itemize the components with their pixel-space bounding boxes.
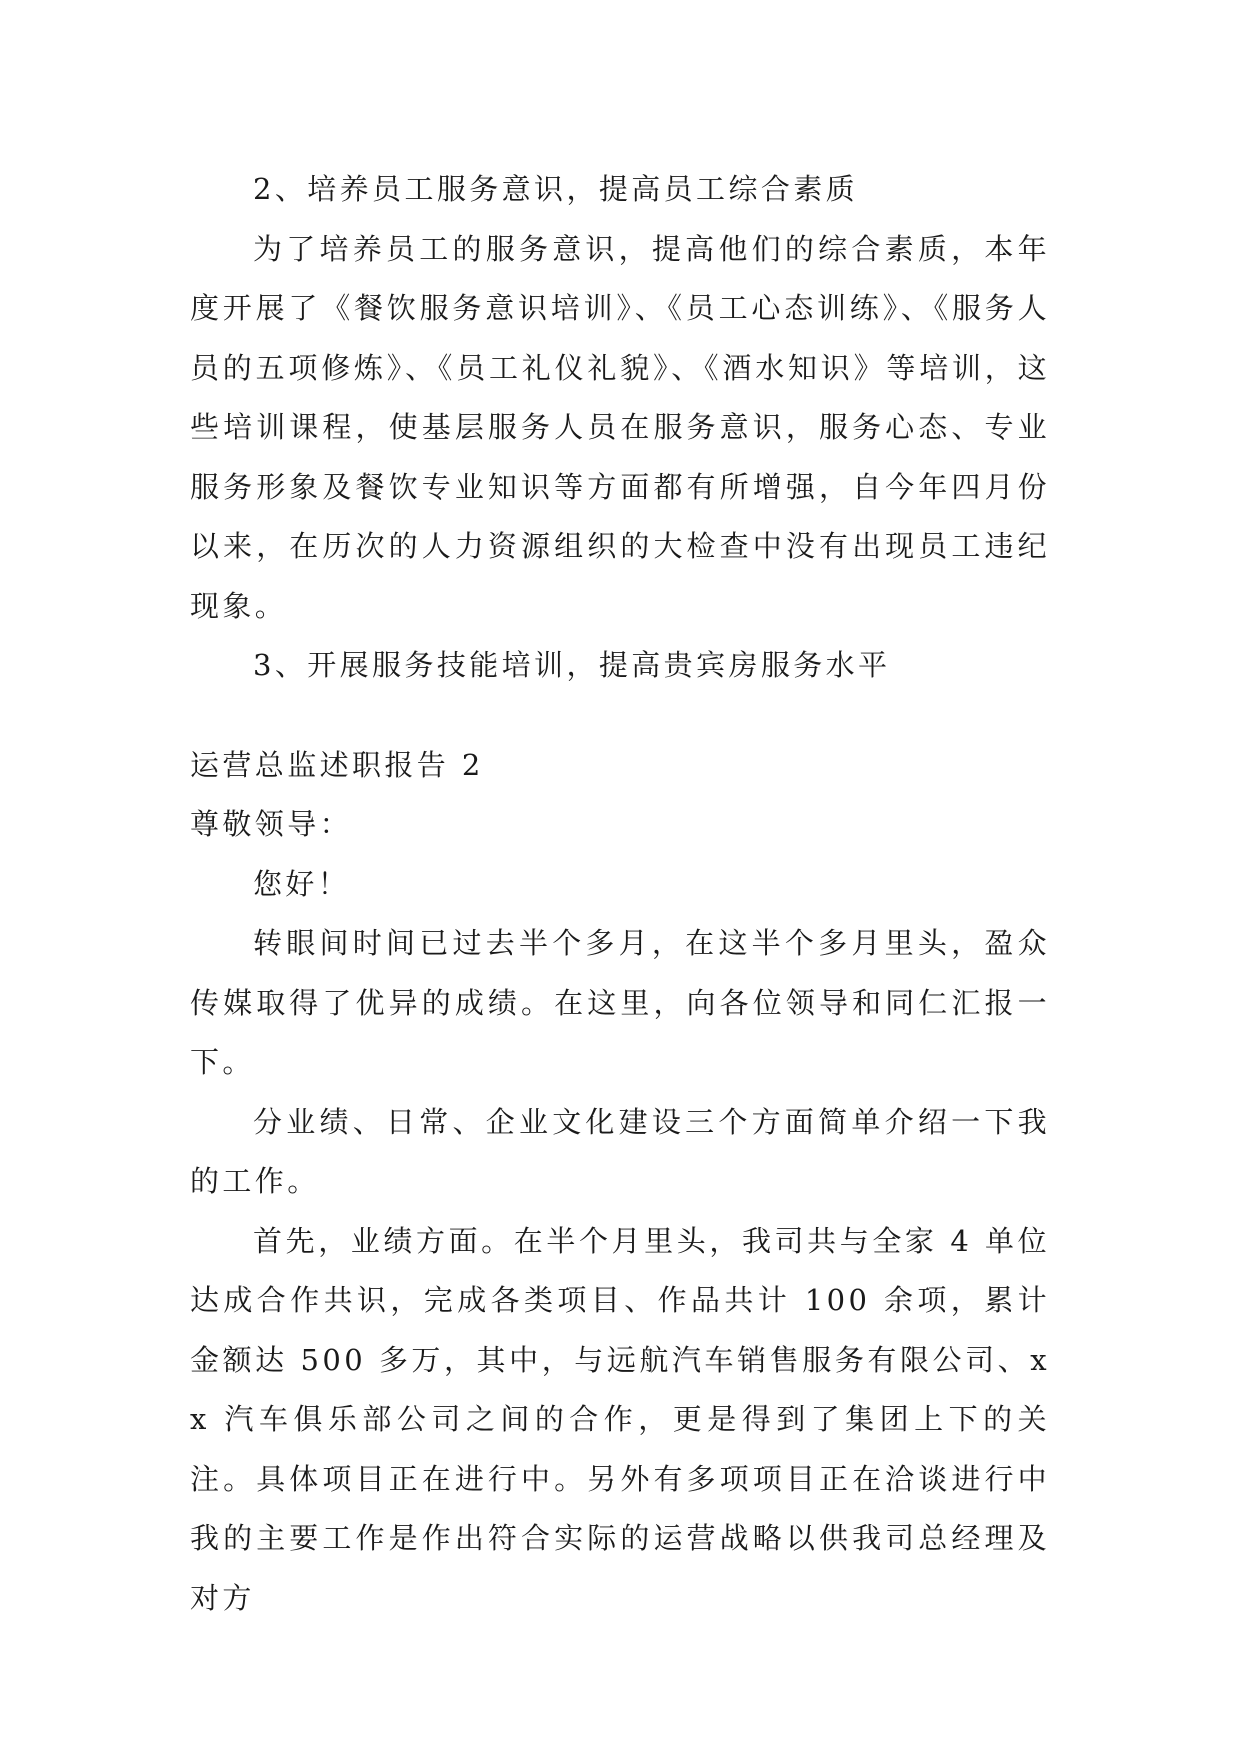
salutation: 尊敬领导： xyxy=(190,807,353,841)
paragraph-training: 为了培养员工的服务意识，提高他们的综合素质，本年度开展了《餐饮服务意识培训》、《员工心态训练》、《服务人员的五项修炼》、《员工礼仪礼貌》、《酒水知识》等培训，这些培训课程，使基层服务人员在服务意识，服务心态、专业服务形象及餐饮专业知识等方面都有所增强，自今年四月份以来，在历次的人力资源组织的大检查中没有出现员工违纪现象。 xyxy=(190,231,1050,623)
document-page xyxy=(190,160,1050,1628)
paragraph-overview: 分业绩、日常、企业文化建设三个方面简单介绍一下我的工作。 xyxy=(190,1104,1050,1198)
report-title: 运营总监述职报告 2 xyxy=(190,747,484,782)
greeting: 您好！ xyxy=(253,866,351,901)
section-heading-2: 2、培养员工服务意识，提高员工综合素质 xyxy=(253,172,859,206)
paragraph-performance: 首先，业绩方面。在半个月里头，我司共与全家 4 单位达成合作共识，完成各类项目、作品共计 100 余项，累计金额达 500 多万，其中，与远航汽车销售服务有限公司、xx 汽车俱乐部公司之间的合作，更是得到了集团上下的关注。具体项目正在进行中。另外有多项项目正在洽谈进行中我的主要工作是作出符合实际的运营战略以供我司总经理及对方 xyxy=(190,1223,1050,1615)
section-gap xyxy=(190,696,1050,736)
paragraph-intro: 转眼间时间已过去半个多月，在这半个多月里头，盈众传媒取得了优异的成绩。在这里，向各位领导和同仁汇报一下。 xyxy=(190,926,1050,1079)
section-heading-3: 3、开展服务技能培训，提高贵宾房服务水平 xyxy=(253,648,891,682)
